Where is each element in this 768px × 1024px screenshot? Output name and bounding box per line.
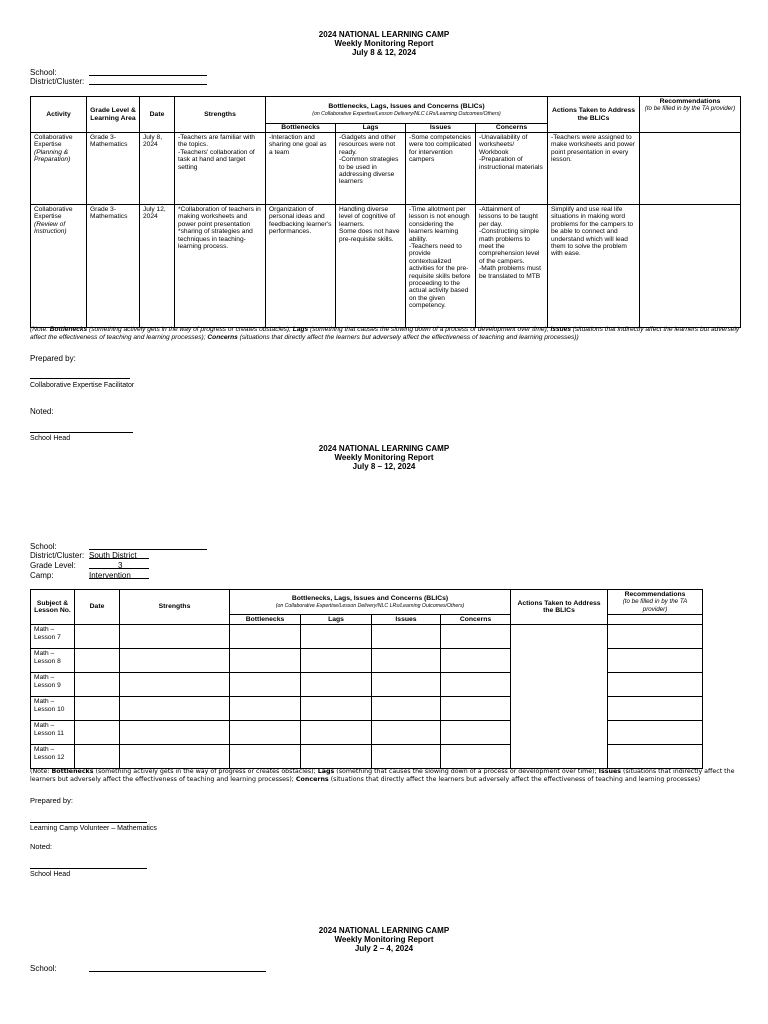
- report2-camp-value: Intervention: [89, 571, 131, 580]
- cell-strengths: -Teachers are familiar with the topics. -Teachers' collaboration of task at hand and target setting: [175, 133, 266, 205]
- cell-empty: [75, 625, 120, 649]
- report2-school-line: [89, 549, 207, 550]
- cell-empty: [120, 649, 230, 673]
- cell-empty: [120, 697, 230, 721]
- cell-bottlenecks: -Interaction and sharing one goal as a team: [266, 133, 336, 205]
- cell-lags: -Gadgets and other resources were not ready. -Common strategies to be used in addressing diverse learners: [336, 133, 406, 205]
- cell-empty: [75, 721, 120, 745]
- table-row: [31, 625, 703, 649]
- recommendations-title: Recommendations: [659, 98, 721, 105]
- report1-district-line: [89, 84, 207, 85]
- cell-lesson: Math – Lesson 11: [31, 721, 75, 745]
- recommendations-subtitle: (to be filled in by the TA provider): [644, 105, 736, 113]
- cell-empty: [441, 649, 511, 673]
- cell-lesson: Math – Lesson 9: [31, 673, 75, 697]
- report1-school-label: School:: [30, 68, 57, 77]
- cell-lesson: Math – Lesson 10: [31, 697, 75, 721]
- col-strengths: Strengths: [175, 97, 266, 133]
- cell-empty: [120, 625, 230, 649]
- cell-date: July 8, 2024: [140, 133, 175, 205]
- cell-empty: [301, 721, 372, 745]
- activity-sub: (Planning & Preparation): [34, 148, 71, 164]
- report1-district-label: District/Cluster:: [30, 77, 85, 86]
- col-activity: Activity: [31, 97, 87, 133]
- col-bottlenecks: Bottlenecks: [230, 615, 301, 625]
- report1-school-line: [89, 75, 207, 76]
- col-blics: [266, 97, 548, 124]
- cell-recommendations: [640, 133, 741, 205]
- cell-empty: [230, 673, 301, 697]
- cell-empty: [372, 697, 441, 721]
- report2-title: 2024 NATIONAL LEARNING CAMP: [318, 444, 450, 453]
- col-concerns: Concerns: [476, 124, 548, 133]
- col-actions: Actions Taken to Address the BLICs: [548, 97, 640, 133]
- col-recommendations: [640, 97, 741, 133]
- report1-note: (Note: Bottlenecks (something actively gets in the way of progress or creates obstacles); Lags (something that causes the slowing down of a process or development over time); Issues (situations that indirectly affect the learners but adversely affect the effectiveness of teaching and learning processes); Concerns (situations that directly affect the learners but adversely affect the effectiveness of teaching and learning processes)): [30, 326, 740, 342]
- report2-noted: Noted:: [30, 842, 53, 851]
- col-bottlenecks: Bottlenecks: [266, 124, 336, 133]
- blics-subtitle: (on Collaborative Expertise/Lesson Delivery/NLC LRs/Learning Outcomes/Others): [275, 602, 465, 609]
- cell-issues: -Time allotment per lesson is not enough considering the learners learning ability. -Teachers need to provide contextualized activities for the pre-requisite skills before proceeding to the actual activity based on the given competency.: [406, 205, 476, 328]
- cell-activity: [31, 133, 87, 205]
- report1-school-head: School Head: [30, 435, 71, 442]
- table-row: [31, 133, 741, 205]
- cell-empty: [441, 673, 511, 697]
- cell-empty: [441, 625, 511, 649]
- report2-school-head: School Head: [30, 871, 71, 878]
- col-lags: Lags: [336, 124, 406, 133]
- cell-empty: [608, 625, 703, 649]
- cell-empty: [372, 673, 441, 697]
- cell-recommendations: [640, 205, 741, 328]
- cell-bottlenecks: Organization of personal ideas and feedbacking learner's performances.: [266, 205, 336, 328]
- cell-empty: [372, 721, 441, 745]
- cell-date: July 12, 2024: [140, 205, 175, 328]
- report3-subtitle: Weekly Monitoring Report: [334, 935, 434, 944]
- activity-name: Collaborative Expertise: [34, 134, 73, 149]
- report1-noted: Noted:: [30, 407, 54, 416]
- col-issues: Issues: [372, 615, 441, 625]
- report2-signature-line: [30, 822, 147, 823]
- col-blics: [230, 590, 511, 615]
- report1-head-line: [30, 432, 133, 433]
- report2-table: [30, 589, 703, 769]
- report1-facilitator: Collaborative Expertise Facilitator: [30, 382, 135, 389]
- report2-district-label: District/Cluster:: [30, 551, 85, 560]
- cell-issues: -Some competencies were too complicated for intervention campers: [406, 133, 476, 205]
- report2-prepared-by: Prepared by:: [30, 796, 73, 805]
- cell-actions: [511, 625, 608, 769]
- report3-school-label: School:: [30, 964, 57, 973]
- activity-sub: (Review of Instruction): [34, 220, 67, 236]
- report1-subtitle: Weekly Monitoring Report: [334, 39, 434, 48]
- cell-empty: [120, 721, 230, 745]
- cell-empty: [372, 649, 441, 673]
- cell-empty: [301, 697, 372, 721]
- recommendations-subtitle: (to be filled in by the TA provider): [622, 598, 688, 613]
- blics-subtitle: (on Collaborative Expertise/Lesson Delivery/NLC LRs/Learning Outcomes/Others): [312, 110, 501, 117]
- col-date: Date: [75, 590, 120, 625]
- cell-empty: [75, 649, 120, 673]
- col-date: Date: [140, 97, 175, 133]
- report3-school-line: [89, 971, 266, 972]
- report1-date: July 8 & 12, 2024: [351, 48, 417, 57]
- cell-concerns: -Attainment of lessons to be taught per day. -Constructing simple math problems to meet the comprehension level of the campers. -Math problems must be translated to MTB: [476, 205, 548, 328]
- recommendations-title: Recommendations: [624, 591, 686, 598]
- report2-grade-label: Grade Level:: [30, 561, 76, 570]
- cell-empty: [608, 697, 703, 721]
- cell-strengths: *Collaboration of teachers in making worksheets and power point presentation *sharing of strategies and techniques in teaching-learning process.: [175, 205, 266, 328]
- cell-empty: [230, 745, 301, 769]
- col-actions: Actions Taken to Address the BLICs: [511, 590, 608, 625]
- cell-activity: [31, 205, 87, 328]
- cell-empty: [301, 625, 372, 649]
- cell-empty: [372, 745, 441, 769]
- col-strengths: Strengths: [120, 590, 230, 625]
- col-grade: Grade Level & Learning Area: [87, 97, 140, 133]
- cell-actions: -Teachers were assigned to make worksheets and power point presentation in every lesson.: [548, 133, 640, 205]
- col-issues: Issues: [406, 124, 476, 133]
- cell-empty: [301, 649, 372, 673]
- cell-empty: [120, 673, 230, 697]
- report1-prepared-by: Prepared by:: [30, 354, 76, 363]
- cell-lags: Handling diverse level of cognitive of learners. Some does not have pre-requisite skills.: [336, 205, 406, 328]
- report2-subtitle: Weekly Monitoring Report: [334, 453, 434, 462]
- col-lags: Lags: [301, 615, 372, 625]
- cell-empty: [608, 673, 703, 697]
- cell-empty: [608, 745, 703, 769]
- cell-empty: [120, 745, 230, 769]
- cell-lesson: Math – Lesson 8: [31, 649, 75, 673]
- cell-empty: [301, 673, 372, 697]
- report1-table: [30, 96, 741, 328]
- report2-volunteer: Learning Camp Volunteer – Mathematics: [30, 825, 157, 832]
- col-concerns: Concerns: [441, 615, 511, 625]
- report1-title: 2024 NATIONAL LEARNING CAMP: [318, 30, 450, 39]
- report2-camp-label: Camp:: [30, 571, 54, 580]
- cell-empty: [230, 697, 301, 721]
- table-row: [31, 205, 741, 328]
- report1-signature-line: [30, 378, 130, 379]
- col-subject: Subject & Lesson No.: [31, 590, 75, 625]
- report2-head-line: [30, 868, 147, 869]
- report2-district-line: [89, 558, 149, 559]
- cell-empty: [230, 721, 301, 745]
- col-recommendations: [608, 590, 703, 615]
- blics-title: Bottlenecks, Lags, Issues and Concerns (BLICs): [328, 103, 485, 111]
- cell-empty: [441, 745, 511, 769]
- cell-lesson: Math – Lesson 12: [31, 745, 75, 769]
- cell-empty: [372, 625, 441, 649]
- report3-title: 2024 NATIONAL LEARNING CAMP: [318, 926, 450, 935]
- recommendations-spacer: [608, 615, 703, 625]
- report2-camp-line: [89, 578, 149, 579]
- cell-empty: [230, 625, 301, 649]
- cell-empty: [608, 721, 703, 745]
- report2-grade-line: [89, 568, 149, 569]
- report3-date: July 2 – 4, 2024: [354, 944, 414, 953]
- cell-empty: [75, 745, 120, 769]
- report2-school-label: School:: [30, 542, 57, 551]
- cell-grade: Grade 3- Mathematics: [87, 133, 140, 205]
- report2-date: July 8 – 12, 2024: [352, 462, 416, 471]
- cell-empty: [230, 649, 301, 673]
- cell-empty: [608, 649, 703, 673]
- cell-empty: [75, 673, 120, 697]
- cell-empty: [441, 721, 511, 745]
- cell-lesson: Math – Lesson 7: [31, 625, 75, 649]
- activity-name: Collaborative Expertise: [34, 206, 73, 221]
- report2-district-value: South District: [89, 551, 137, 560]
- cell-actions: Simplify and use real life situations in making word problems for the campers to be able to connect and understand which will lead them to solve the problem with ease.: [548, 205, 640, 328]
- cell-empty: [301, 745, 372, 769]
- report2-note: (Note: Bottlenecks (something actively gets in the way of progress or creates obstacles); Lags (something that causes the slowing down of a process or development over time); Issues (situations that indirectly affect the learners but adversely affect the effectiveness of teaching and learning processes); Concerns (situations that directly affect the learners but adversely affect the effectiveness of teaching and learning processes): [30, 768, 735, 784]
- blics-title: Bottlenecks, Lags, Issues and Concerns (BLICs): [291, 595, 449, 603]
- cell-concerns: -Unavailability of worksheets/ Workbook -Preparation of instructional materials: [476, 133, 548, 205]
- cell-empty: [441, 697, 511, 721]
- report2-grade-value: 3: [118, 561, 123, 570]
- cell-empty: [75, 697, 120, 721]
- cell-grade: Grade 3- Mathematics: [87, 205, 140, 328]
